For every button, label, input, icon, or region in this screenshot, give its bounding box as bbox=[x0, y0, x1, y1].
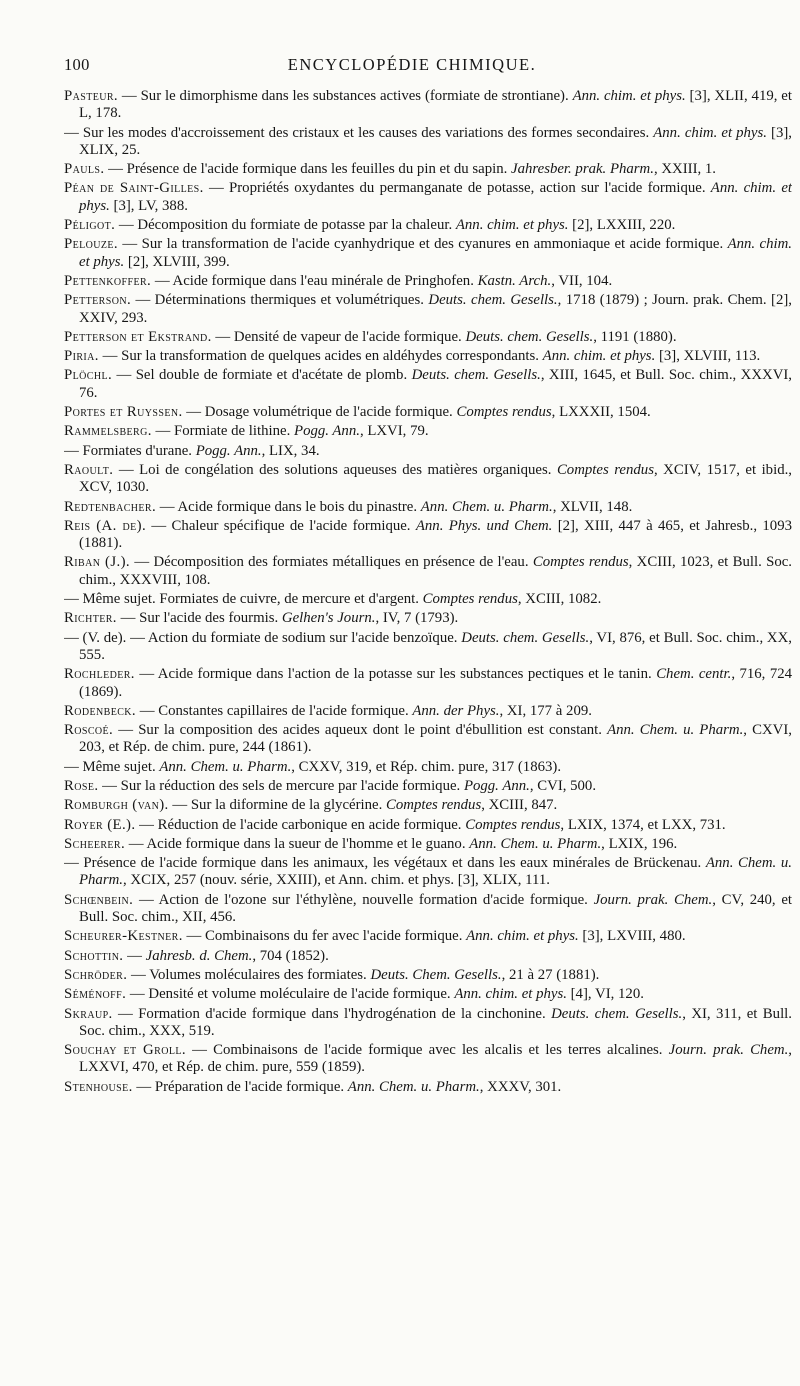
entry-title: — Sur la réduction des sels de mercure par l'acide formique. bbox=[98, 777, 464, 794]
entry-title: — Sur la composition des acides aqueux dont le point d'ébullition est constant. bbox=[113, 722, 608, 739]
entry-title: — Constantes capillaires de l'acide formique. bbox=[136, 702, 413, 719]
entry-author: Pauls. bbox=[64, 161, 105, 178]
entry-source: Comptes rendus bbox=[465, 816, 561, 833]
bibliography-entry bbox=[64, 161, 792, 178]
bibliography-entry bbox=[64, 518, 792, 553]
entry-source: Jahresber. prak. Pharm. bbox=[511, 161, 654, 178]
entry-source: Journ. prak. Chem. bbox=[668, 1042, 789, 1059]
entry-author: Richter. bbox=[64, 610, 117, 627]
bibliography-entry bbox=[64, 855, 792, 890]
entry-title: — Volumes moléculaires des formiates. bbox=[127, 966, 371, 983]
entry-reference: [3], XLII, 419, et L, 178. bbox=[79, 88, 792, 122]
entry-title: — Acide formique dans la sueur de l'homme et le guano. bbox=[125, 835, 470, 852]
entry-source: Pogg. Ann. bbox=[195, 442, 262, 459]
bibliography-entry bbox=[64, 778, 792, 795]
entry-source: Ann. chim. et phys. bbox=[79, 180, 792, 214]
entry-author: Scheurer-Kestner. bbox=[64, 928, 183, 945]
entry-reference: , CVI, 500. bbox=[529, 777, 597, 794]
entry-title: — Combinaisons de l'acide formique avec les alcalis et les terres alcalines. bbox=[185, 1042, 669, 1059]
entry-reference: , LXXXII, 1504. bbox=[551, 404, 651, 421]
entry-reference: , 704 (1852). bbox=[252, 947, 329, 964]
bibliography-entry bbox=[64, 948, 792, 965]
entry-author: Rodenbeck. bbox=[64, 702, 137, 719]
entry-source: Deuts. chem. Gesells. bbox=[411, 367, 541, 384]
bibliography-list bbox=[64, 88, 792, 1380]
entry-reference: , LIX, 34. bbox=[261, 442, 320, 459]
entry-source: Ann. chim. et phys. bbox=[454, 986, 567, 1003]
bibliography-entry bbox=[64, 1079, 792, 1096]
entry-author: Roscoé. bbox=[64, 722, 114, 739]
entry-source: Deuts. Chem. Gesells. bbox=[370, 966, 502, 983]
entry-author: Rose. bbox=[64, 777, 99, 794]
entry-source: Comptes rendus bbox=[556, 461, 654, 478]
entry-reference: , XXXV, 301. bbox=[479, 1078, 562, 1095]
entry-title: — Action de l'ozone sur l'éthylène, nouvelle formation d'acide formique. bbox=[133, 891, 594, 908]
entry-source: Deuts. chem. Gesells. bbox=[551, 1005, 683, 1022]
entry-reference: , XIII, 1645, et Bull. Soc. chim., XXXVI, 76. bbox=[79, 367, 792, 401]
entry-author: Riban (J.). bbox=[64, 554, 131, 571]
entry-source: Ann. chim. et phys. bbox=[653, 124, 767, 141]
entry-reference: , 1191 (1880). bbox=[593, 328, 677, 345]
entry-author: Royer (E.). bbox=[64, 816, 136, 833]
entry-source: Gelhen's Journ. bbox=[281, 610, 376, 627]
bibliography-entry bbox=[64, 797, 792, 814]
entry-title: — Sur la transformation de quelques acides en aldéhydes correspondants. bbox=[98, 348, 543, 365]
entry-reference: , XXIII, 1. bbox=[653, 161, 716, 178]
bibliography-entry bbox=[64, 423, 792, 440]
entry-source: Comptes rendus bbox=[386, 797, 482, 814]
entry-author: Pettenkoffer. bbox=[64, 272, 152, 289]
entry-source: Ann. der Phys. bbox=[412, 702, 500, 719]
entry-author: Romburgh (van). bbox=[64, 797, 169, 814]
entry-source: Ann. chim. et phys. bbox=[79, 236, 792, 270]
bibliography-entry bbox=[64, 499, 792, 516]
entry-title: — Densité de vapeur de l'acide formique. bbox=[211, 328, 466, 345]
entry-source: Deuts. chem. Gesells. bbox=[428, 292, 558, 309]
entry-title: — Acide formique dans l'eau minérale de Pringhofen. bbox=[151, 272, 478, 289]
entry-source: Ann. Chem. u. Pharm. bbox=[607, 722, 744, 739]
entry-author: Péligot. bbox=[64, 217, 116, 234]
entry-source: Comptes rendus bbox=[456, 404, 552, 421]
bibliography-entry bbox=[64, 703, 792, 720]
bibliography-entry bbox=[64, 836, 792, 853]
entry-source: Ann. Chem. u. Pharm. bbox=[420, 498, 553, 515]
entry-title: — Densité et volume moléculaire de l'acide formique. bbox=[126, 986, 455, 1003]
bibliography-entry bbox=[64, 462, 792, 497]
entry-author: Skraup. bbox=[64, 1005, 113, 1022]
entry-source: Ann. Chem. u. Pharm. bbox=[159, 758, 292, 775]
entry-reference: , XI, 177 à 209. bbox=[499, 702, 592, 719]
bibliography-entry bbox=[64, 273, 792, 290]
bibliography-entry bbox=[64, 1006, 792, 1041]
entry-source: Ann. chim. et phys. bbox=[542, 348, 656, 365]
entry-reference: , LXVI, 79. bbox=[359, 423, 429, 440]
bibliography-entry bbox=[64, 928, 792, 945]
entry-reference: , XCIII, 1082. bbox=[517, 591, 602, 608]
entry-title: — Même sujet. bbox=[64, 758, 160, 775]
entry-reference: , CXXV, 319, et Rép. chim. pure, 317 (1863). bbox=[291, 758, 562, 775]
entry-source: Chem. centr. bbox=[656, 666, 732, 683]
entry-reference: , LXIX, 196. bbox=[601, 835, 678, 852]
entry-title: — Décomposition des formiates métalliques en présence de l'eau. bbox=[130, 554, 533, 571]
bibliography-entry bbox=[64, 1042, 792, 1077]
entry-author: Petterson et Ekstrand. bbox=[64, 328, 212, 345]
entry-source: Comptes rendus bbox=[422, 591, 518, 608]
bibliography-entry bbox=[64, 759, 792, 776]
entry-source: Comptes rendus bbox=[532, 554, 629, 571]
entry-author: Péan de Saint-Gilles. bbox=[64, 180, 204, 197]
entry-title: — Formation d'acide formique dans l'hydrogénation de la cinchonine. bbox=[112, 1005, 552, 1022]
running-title: ENCYCLOPÉDIE CHIMIQUE. bbox=[287, 55, 537, 74]
entry-title: — Même sujet. Formiates de cuivre, de mercure et d'argent. bbox=[64, 591, 423, 608]
entry-title: — Propriétés oxydantes du permanganate de potasse, action sur l'acide formique. bbox=[203, 180, 711, 197]
entry-title: — Réduction de l'acide carbonique en acide formique. bbox=[135, 816, 466, 833]
entry-author: Rochleder. bbox=[64, 666, 135, 683]
entry-title: — Acide formique dans le bois du pinastre. bbox=[156, 498, 421, 515]
entry-title: — Sur les modes d'accroissement des cristaux et les causes des variations des formes secondaires. bbox=[64, 124, 654, 141]
entry-author: Schottin. bbox=[64, 947, 124, 964]
entry-title: — Présence de l'acide formique dans les animaux, les végétaux et dans les eaux minérales de Brückenau. bbox=[64, 855, 706, 872]
entry-reference: , XI, 311, et Bull. Soc. chim., XXX, 519. bbox=[79, 1005, 792, 1039]
entry-title: — Dosage volumétrique de l'acide formique. bbox=[182, 404, 457, 421]
entry-title: — Sur l'acide des fourmis. bbox=[116, 610, 282, 627]
bibliography-entry bbox=[64, 329, 792, 346]
entry-source: Ann. chim. et phys. bbox=[455, 217, 569, 234]
entry-title: — Sur la transformation de l'acide cyanhydrique et des cyanures en ammoniaque et acide formique. bbox=[118, 236, 728, 253]
bibliography-entry bbox=[64, 88, 792, 123]
bibliography-entry bbox=[64, 666, 792, 701]
entry-source: Ann. Chem. u. Pharm. bbox=[347, 1078, 480, 1095]
entry-author: Piria. bbox=[64, 348, 99, 365]
entry-author: Plöchl. bbox=[64, 367, 113, 384]
entry-title: — Loi de congélation des solutions aqueuses des matières organiques. bbox=[113, 461, 557, 478]
bibliography-entry bbox=[64, 722, 792, 757]
entry-author: Schröder. bbox=[64, 966, 128, 983]
entry-source: Journ. prak. Chem. bbox=[593, 891, 713, 908]
bibliography-entry bbox=[64, 892, 792, 927]
entry-author: Pasteur. bbox=[64, 88, 119, 104]
entry-source: Ann. Chem. u. Pharm. bbox=[469, 835, 602, 852]
entry-author: Rammelsberg. bbox=[64, 423, 152, 440]
entry-reference: [2], XLVIII, 399. bbox=[124, 253, 230, 270]
bibliography-entry bbox=[64, 292, 792, 327]
bibliography-entry bbox=[64, 986, 792, 1003]
entry-reference: [3], LXVIII, 480. bbox=[578, 928, 686, 945]
entry-reference: [2], LXXIII, 220. bbox=[568, 217, 676, 234]
page-header bbox=[64, 55, 760, 77]
entry-reference: , 21 à 27 (1881). bbox=[501, 966, 600, 983]
entry-title: — Préparation de l'acide formique. bbox=[132, 1078, 348, 1095]
entry-reference: , IV, 7 (1793). bbox=[375, 610, 459, 627]
entry-title: — Sur le dimorphisme dans les substances actives (formiate de strontiane). bbox=[118, 88, 573, 104]
bibliography-entry bbox=[64, 554, 792, 589]
entry-reference: , VII, 104. bbox=[551, 272, 613, 289]
entry-source: Pogg. Ann. bbox=[463, 777, 530, 794]
entry-author: Scheerer. bbox=[64, 835, 126, 852]
entry-author: Séménoff. bbox=[64, 986, 127, 1003]
bibliography-entry bbox=[64, 348, 792, 365]
entry-reference: [3], XLVIII, 113. bbox=[655, 348, 761, 365]
bibliography-entry bbox=[64, 180, 792, 215]
entry-title: — Sur la diformine de la glycérine. bbox=[168, 797, 386, 814]
entry-reference: , XLVII, 148. bbox=[552, 498, 633, 515]
entry-title: — Présence de l'acide formique dans les feuilles du pin et du sapin. bbox=[104, 161, 512, 178]
entry-title: — Formiate de lithine. bbox=[151, 423, 295, 440]
entry-author: Petterson. bbox=[64, 292, 132, 309]
entry-reference: , LXIX, 1374, et LXX, 731. bbox=[560, 816, 726, 833]
entry-reference: , 1718 (1879) ; Journ. prak. Chem. [2], XXIV, 293. bbox=[79, 292, 792, 326]
entry-reference: , XCIV, 1517, et ibid., XCV, 1030. bbox=[79, 461, 792, 496]
entry-author: Redtenbacher. bbox=[64, 498, 157, 515]
entry-title: — bbox=[123, 947, 146, 964]
entry-reference: [4], VI, 120. bbox=[566, 986, 644, 1003]
page-number: 100 bbox=[64, 55, 90, 74]
entry-title: — Chaleur spécifique de l'acide formique. bbox=[146, 517, 416, 534]
bibliography-entry bbox=[64, 236, 792, 271]
entry-author: Schœnbein. bbox=[64, 891, 134, 908]
entry-source: Ann. Chem. u. Pharm. bbox=[79, 855, 792, 889]
entry-reference: [3], XLIX, 25. bbox=[79, 124, 792, 158]
bibliography-entry bbox=[64, 610, 792, 627]
bibliography-entry bbox=[64, 817, 792, 834]
bibliography-entry bbox=[64, 367, 792, 402]
entry-title: — Décomposition du formiate de potasse par la chaleur. bbox=[115, 217, 456, 234]
bibliography-entry bbox=[64, 591, 792, 608]
entry-reference: , XCIII, 847. bbox=[481, 797, 558, 814]
entry-source: Ann. chim. et phys. bbox=[466, 928, 579, 945]
entry-source: Deuts. chem. Gesells. bbox=[465, 328, 594, 345]
entry-source: Kastn. Arch. bbox=[477, 272, 552, 289]
entry-reference: [2], XIII, 447 à 465, et Jahresb., 1093 (1881). bbox=[79, 517, 792, 552]
entry-reference: , 716, 724 (1869). bbox=[79, 666, 792, 700]
entry-author: Raoult. bbox=[64, 461, 114, 478]
entry-title: — Formiates d'urane. bbox=[64, 442, 196, 459]
entry-title: — Combinaisons du fer avec l'acide formique. bbox=[182, 928, 467, 945]
entry-author: Reis (A. de). bbox=[64, 517, 147, 534]
entry-reference: , LXXVI, 470, et Rép. de chim. pure, 559 (1859). bbox=[79, 1042, 792, 1076]
entry-reference: , VI, 876, et Bull. Soc. chim., XX, 555. bbox=[79, 629, 792, 663]
entry-source: Pogg. Ann. bbox=[294, 423, 360, 440]
entry-title: — Sel double de formiate et d'acétate de plomb. bbox=[112, 367, 412, 384]
entry-title: — Acide formique dans l'action de la potasse sur les substances pectiques et le tanin. bbox=[134, 666, 657, 683]
bibliography-entry bbox=[64, 404, 792, 421]
bibliography-entry bbox=[64, 967, 792, 984]
entry-author: Portes et Ruyssen. bbox=[64, 404, 183, 421]
bibliography-entry bbox=[64, 630, 792, 665]
entry-reference: , XCIX, 257 (nouv. série, XXIII), et Ann. chim. et phys. [3], XLIX, 111. bbox=[122, 872, 550, 889]
entry-author: Souchay et Groll. bbox=[64, 1042, 186, 1059]
entry-source: Deuts. chem. Gesells. bbox=[461, 629, 590, 646]
bibliography-entry bbox=[64, 125, 792, 160]
entry-reference: [3], LV, 388. bbox=[109, 197, 188, 214]
entry-title: — Déterminations thermiques et volumétriques. bbox=[131, 292, 429, 309]
entry-title: — (V. de). — Action du formiate de sodium sur l'acide benzoïque. bbox=[64, 629, 462, 646]
entry-source: Ann. chim. et phys. bbox=[572, 88, 686, 104]
entry-reference: , CV, 240, et Bull. Soc. chim., XII, 456. bbox=[79, 891, 792, 926]
entry-author: Stenhouse. bbox=[64, 1078, 133, 1095]
bibliography-entry bbox=[64, 443, 792, 460]
entry-reference: , XCIII, 1023, et Bull. Soc. chim., XXXVIII, 108. bbox=[79, 554, 792, 588]
entry-source: Jahresb. d. Chem. bbox=[145, 947, 253, 964]
bibliography-entry bbox=[64, 217, 792, 234]
entry-reference: , CXVI, 203, et Rép. de chim. pure, 244 (1861). bbox=[79, 722, 792, 756]
entry-source: Ann. Phys. und Chem. bbox=[415, 517, 553, 534]
entry-author: Pelouze. bbox=[64, 236, 119, 253]
